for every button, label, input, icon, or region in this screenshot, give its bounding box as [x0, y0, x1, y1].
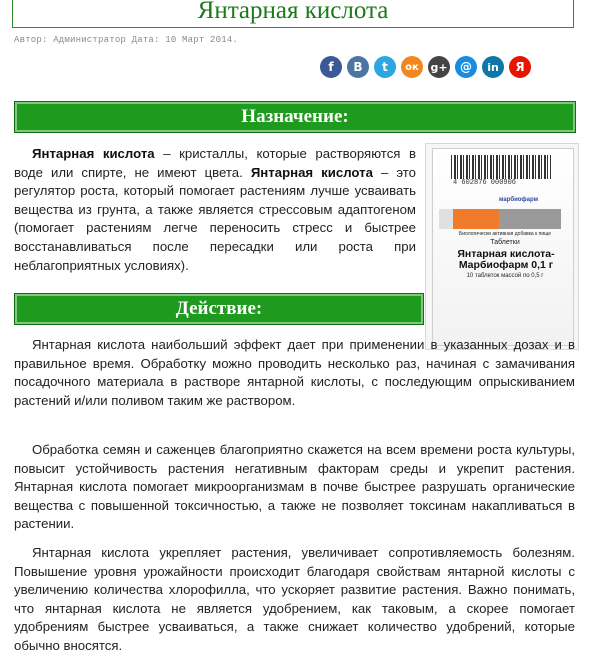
product-line3: 10 таблеток массой по 0,5 г	[466, 273, 544, 279]
yandex-icon[interactable]: Я	[509, 56, 531, 78]
vk-icon[interactable]: B	[347, 56, 369, 78]
action-paragraph-3: Янтарная кислота укрепляет растения, увеличивает сопротивляемость болезням. Повышение уровня урожайности происходит благодаря свойствам янтарной кислоты с увеличению количества хлорофилла, что ускоряет развитие растения. Важно понимать, что янтарная кислота не является удобрением, как таковым, а скорее помогает удобрениям быстрее усваиваться, а также снижает количество удобрений, которые обычно вносятся.	[14, 545, 575, 653]
action-paragraph-1: Янтарная кислота наибольший эффект дает при применении в указанных дозах и в правильное время. Обработку можно проводить несколько раз, начиная с замачивания посадочного материала в растворе янтарной кислоты, с последующим опрыскиванием растений и/или поливом таким же раствором.	[14, 337, 575, 408]
section-heading-purpose: Назначение:	[14, 101, 576, 133]
article-meta: Автор: Администратор Дата: 10 Март 2014.	[14, 35, 239, 45]
pack-stripe-orange	[453, 209, 499, 229]
linkedin-icon[interactable]: in	[482, 56, 504, 78]
page-title: Янтарная кислота	[197, 0, 389, 24]
product-image	[425, 143, 579, 350]
purpose-term-1: Янтарная кислота	[32, 146, 155, 161]
mail-icon[interactable]: @	[455, 56, 477, 78]
action-paragraph-2: Обработка семян и саженцев благоприятно скажется на всем времени роста культуры, повысит устойчивость растения негативным факторам среды и укрепит растения. Янтарная кислота помогает микроорганизмам в почве быстрее разрушать органические вещества с повышенной токсичностью, а также не позволяет токсинам накапливаться в растении.	[14, 442, 575, 532]
odnoklassniki-icon[interactable]: ок	[401, 56, 423, 78]
purpose-term-2: Янтарная кислота	[250, 164, 373, 180]
pack-stripe	[439, 209, 453, 229]
purpose-text-2: – это регулятор роста, который помогает растениям лучше усваивать вещества из грунта, а также является стрессовым адаптогеном (помогает растениям легче переносить стресс и быстрее восстанавливаться после пересадки или роста при неблагоприятных условиях).	[14, 164, 416, 273]
purpose-text-1: – кристаллы, которые растворяются в воде или спирте, не имеют цвета.	[14, 146, 416, 180]
twitter-icon[interactable]: t	[374, 56, 396, 78]
product-line1: Биологически активная добавка к пище	[458, 231, 552, 237]
product-name: Янтарная кислота-Марбиофарм 0,1 г	[457, 248, 555, 271]
barcode-number: 4 602876 000906	[453, 179, 517, 187]
product-line2: Таблетки	[490, 239, 520, 246]
product-pack	[432, 148, 574, 346]
barcode	[451, 155, 551, 179]
google-plus-icon[interactable]: g+	[428, 56, 450, 78]
pack-stripe-gray	[499, 209, 561, 229]
social-share-bar	[320, 56, 531, 78]
facebook-icon[interactable]: f	[320, 56, 342, 78]
brand-logo: марбиофарм	[499, 197, 539, 203]
title-box	[12, 0, 574, 28]
purpose-paragraph	[14, 145, 416, 275]
section-heading-action: Действие:	[14, 293, 424, 325]
